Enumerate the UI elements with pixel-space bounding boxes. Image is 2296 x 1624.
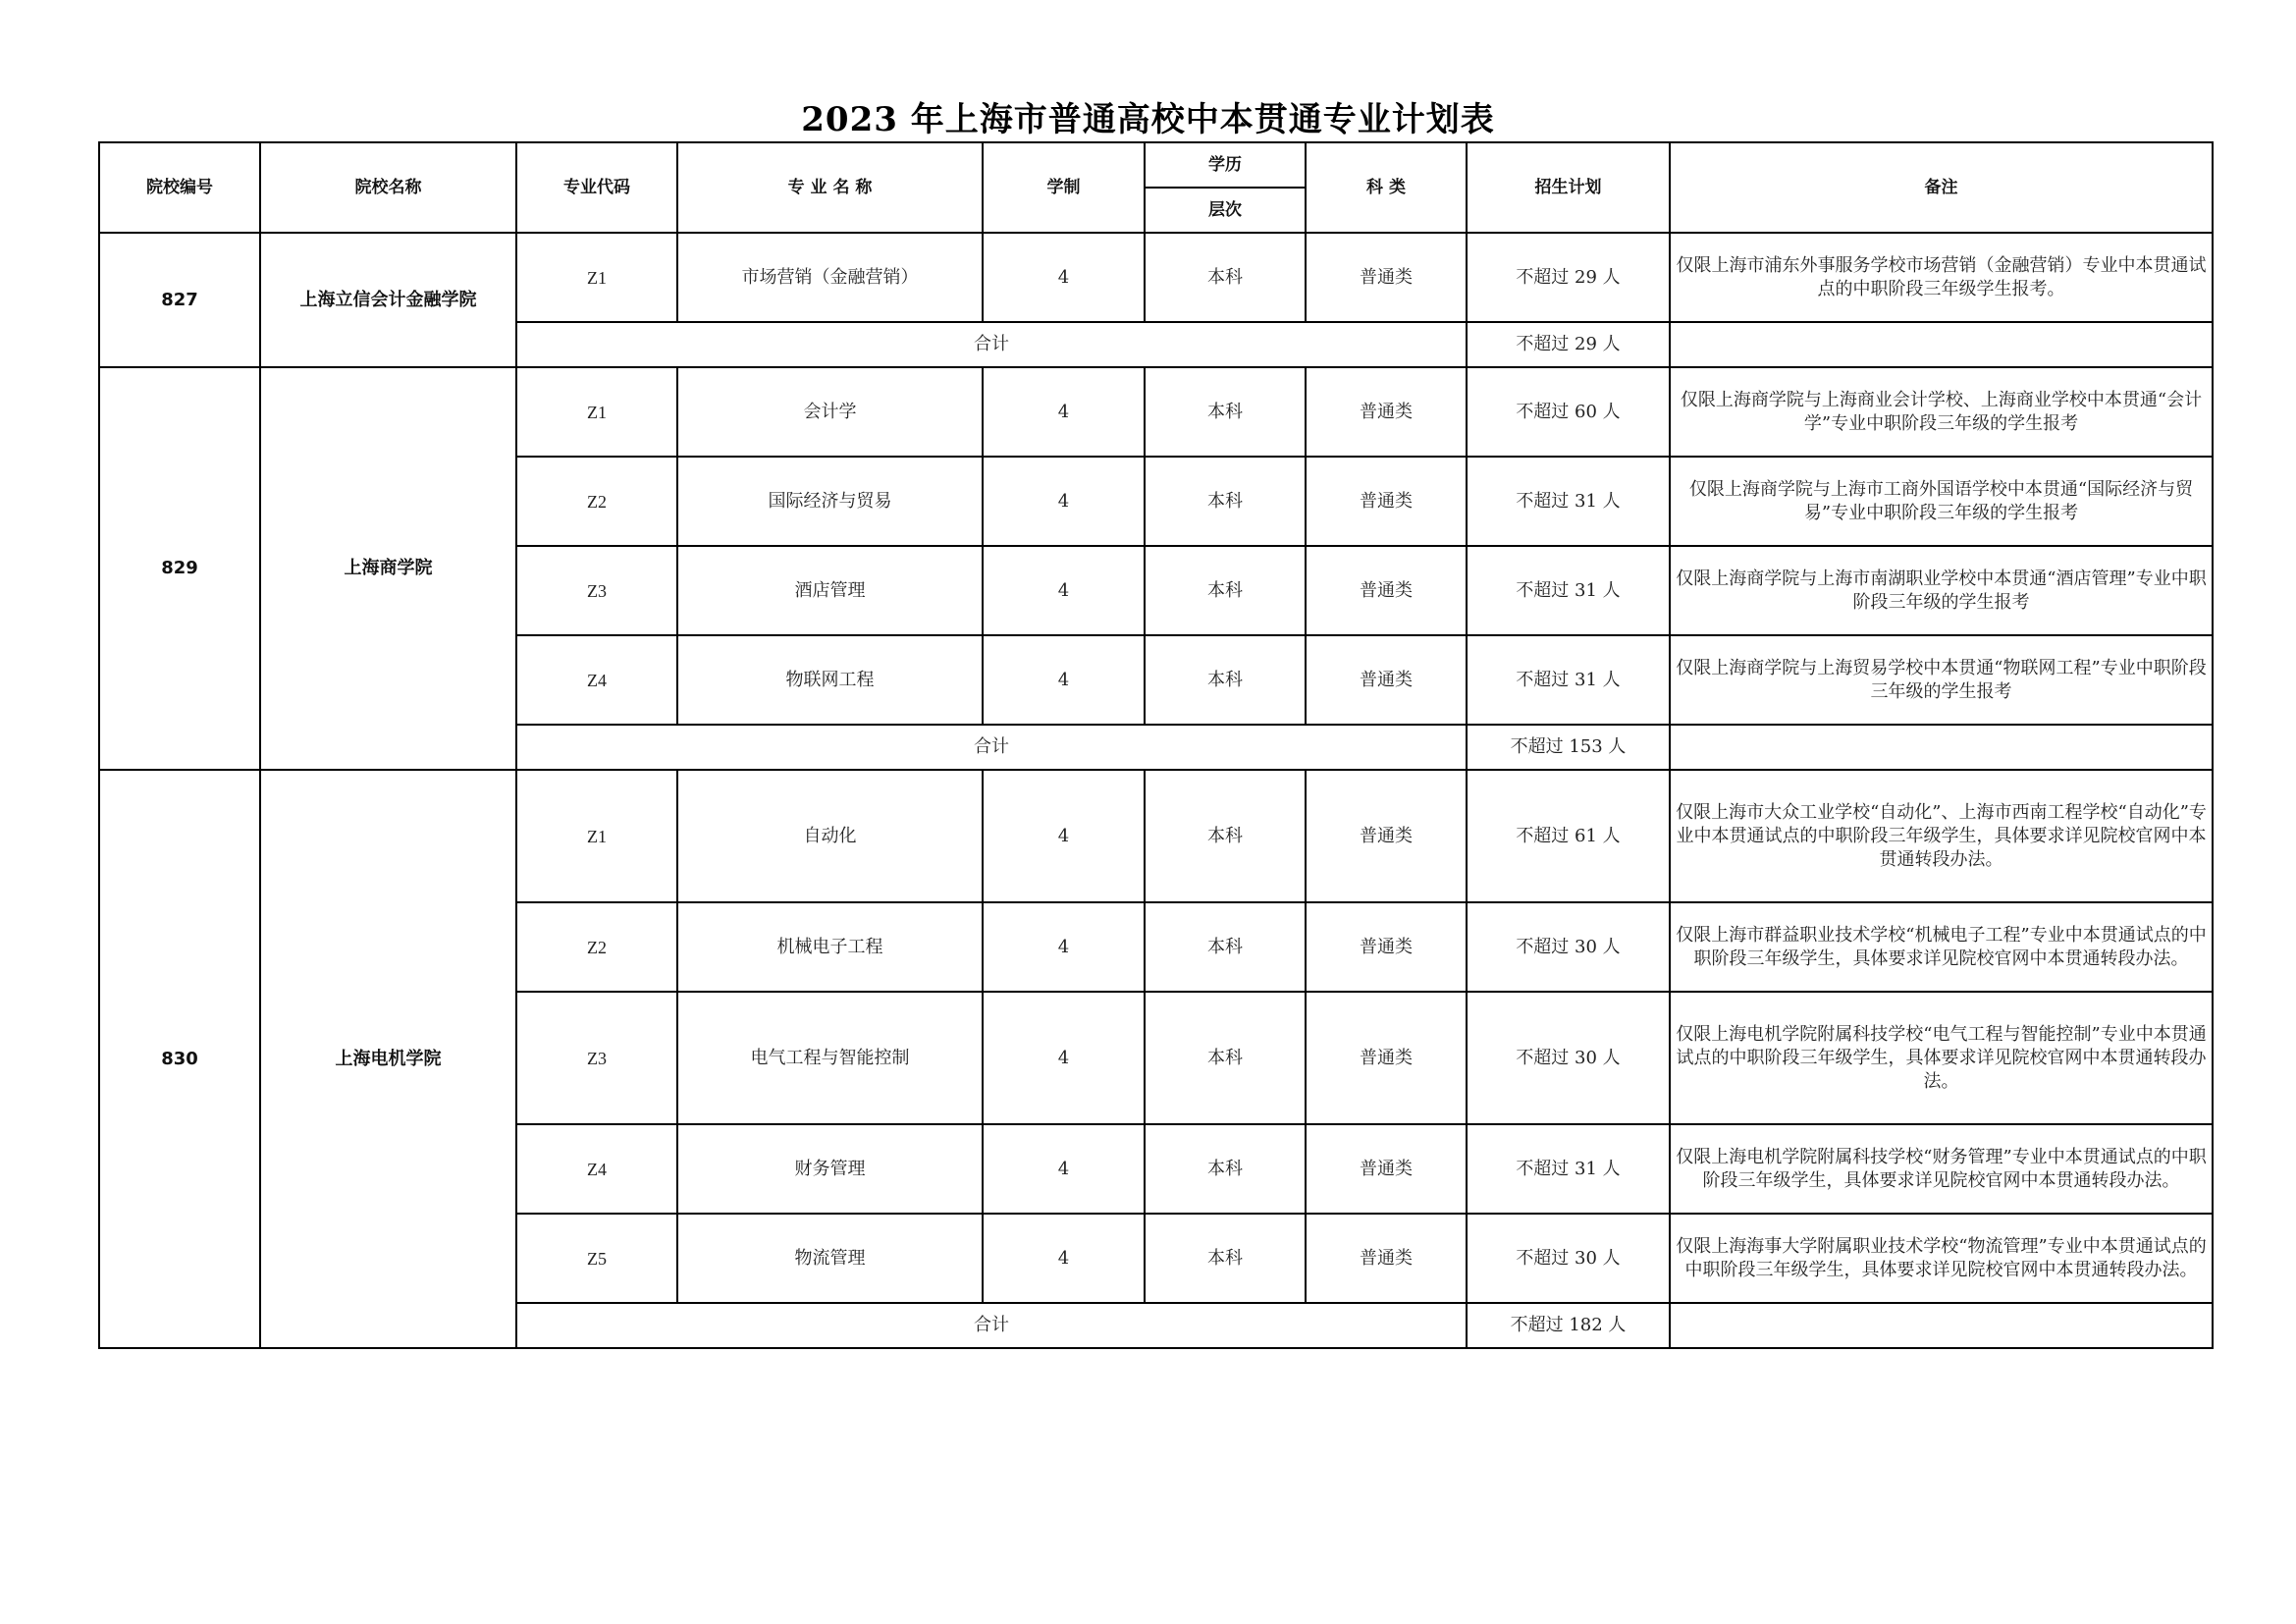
note: 仅限上海电机学院附属科技学校“财务管理”专业中本贯通试点的中职阶段三年级学生，具体要求详见院校官网中本贯通转段办法。 bbox=[1670, 1124, 2213, 1214]
plan: 不超过 31 人 bbox=[1467, 635, 1670, 725]
category: 普通类 bbox=[1306, 457, 1467, 546]
total-label: 合计 bbox=[516, 322, 1467, 367]
category: 普通类 bbox=[1306, 770, 1467, 902]
school-name: 上海商学院 bbox=[260, 367, 516, 770]
level: 本科 bbox=[1145, 457, 1306, 546]
total-note bbox=[1670, 322, 2213, 367]
duration: 4 bbox=[983, 233, 1145, 322]
total-plan: 不超过 153 人 bbox=[1467, 725, 1670, 770]
category: 普通类 bbox=[1306, 635, 1467, 725]
major-name: 物联网工程 bbox=[677, 635, 983, 725]
total-note bbox=[1670, 1303, 2213, 1348]
table-row bbox=[99, 770, 2213, 902]
level: 本科 bbox=[1145, 1214, 1306, 1303]
header-category: 科 类 bbox=[1306, 142, 1467, 233]
school-code: 830 bbox=[99, 770, 260, 1348]
school-name: 上海立信会计金融学院 bbox=[260, 233, 516, 367]
plan: 不超过 30 人 bbox=[1467, 1214, 1670, 1303]
total-note bbox=[1670, 725, 2213, 770]
header-duration: 学制 bbox=[983, 142, 1145, 233]
category: 普通类 bbox=[1306, 233, 1467, 322]
major-code: Z3 bbox=[516, 992, 677, 1124]
header-level-top: 学历 bbox=[1145, 142, 1306, 188]
duration: 4 bbox=[983, 635, 1145, 725]
category: 普通类 bbox=[1306, 992, 1467, 1124]
category: 普通类 bbox=[1306, 546, 1467, 635]
category: 普通类 bbox=[1306, 1214, 1467, 1303]
header-major-code: 专业代码 bbox=[516, 142, 677, 233]
major-name: 国际经济与贸易 bbox=[677, 457, 983, 546]
header-major-name: 专 业 名 称 bbox=[677, 142, 983, 233]
duration: 4 bbox=[983, 546, 1145, 635]
category: 普通类 bbox=[1306, 1124, 1467, 1214]
duration: 4 bbox=[983, 770, 1145, 902]
duration: 4 bbox=[983, 902, 1145, 992]
major-code: Z2 bbox=[516, 457, 677, 546]
major-name: 机械电子工程 bbox=[677, 902, 983, 992]
duration: 4 bbox=[983, 1214, 1145, 1303]
plan: 不超过 31 人 bbox=[1467, 1124, 1670, 1214]
total-plan: 不超过 182 人 bbox=[1467, 1303, 1670, 1348]
enrollment-plan-table bbox=[98, 141, 2214, 1349]
total-plan: 不超过 29 人 bbox=[1467, 322, 1670, 367]
header-note: 备注 bbox=[1670, 142, 2213, 233]
page-title: 2023 年上海市普通高校中本贯通专业计划表 bbox=[801, 100, 1495, 139]
note: 仅限上海海事大学附属职业技术学校“物流管理”专业中本贯通试点的中职阶段三年级学生，具体要求详见院校官网中本贯通转段办法。 bbox=[1670, 1214, 2213, 1303]
level: 本科 bbox=[1145, 1124, 1306, 1214]
duration: 4 bbox=[983, 1124, 1145, 1214]
major-code: Z3 bbox=[516, 546, 677, 635]
level: 本科 bbox=[1145, 902, 1306, 992]
note: 仅限上海电机学院附属科技学校“电气工程与智能控制”专业中本贯通试点的中职阶段三年级学生，具体要求详见院校官网中本贯通转段办法。 bbox=[1670, 992, 2213, 1124]
major-code: Z4 bbox=[516, 635, 677, 725]
major-code: Z2 bbox=[516, 902, 677, 992]
header-school-name: 院校名称 bbox=[260, 142, 516, 233]
header-plan: 招生计划 bbox=[1467, 142, 1670, 233]
level: 本科 bbox=[1145, 546, 1306, 635]
plan: 不超过 61 人 bbox=[1467, 770, 1670, 902]
plan: 不超过 60 人 bbox=[1467, 367, 1670, 457]
level: 本科 bbox=[1145, 770, 1306, 902]
total-label: 合计 bbox=[516, 1303, 1467, 1348]
major-code: Z1 bbox=[516, 770, 677, 902]
table-row bbox=[99, 367, 2213, 457]
duration: 4 bbox=[983, 367, 1145, 457]
plan: 不超过 31 人 bbox=[1467, 546, 1670, 635]
major-name: 财务管理 bbox=[677, 1124, 983, 1214]
category: 普通类 bbox=[1306, 367, 1467, 457]
note: 仅限上海商学院与上海市工商外国语学校中本贯通“国际经济与贸易”专业中职阶段三年级的学生报考 bbox=[1670, 457, 2213, 546]
major-code: Z1 bbox=[516, 233, 677, 322]
note: 仅限上海商学院与上海贸易学校中本贯通“物联网工程”专业中职阶段三年级的学生报考 bbox=[1670, 635, 2213, 725]
major-name: 自动化 bbox=[677, 770, 983, 902]
note: 仅限上海商学院与上海市南湖职业学校中本贯通“酒店管理”专业中职阶段三年级的学生报考 bbox=[1670, 546, 2213, 635]
level: 本科 bbox=[1145, 635, 1306, 725]
plan: 不超过 29 人 bbox=[1467, 233, 1670, 322]
note: 仅限上海商学院与上海商业会计学校、上海商业学校中本贯通“会计学”专业中职阶段三年级的学生报考 bbox=[1670, 367, 2213, 457]
header-level-bottom: 层次 bbox=[1145, 188, 1306, 233]
category: 普通类 bbox=[1306, 902, 1467, 992]
major-name: 物流管理 bbox=[677, 1214, 983, 1303]
table-row bbox=[99, 233, 2213, 322]
note: 仅限上海市浦东外事服务学校市场营销（金融营销）专业中本贯通试点的中职阶段三年级学生报考。 bbox=[1670, 233, 2213, 322]
level: 本科 bbox=[1145, 992, 1306, 1124]
major-name: 会计学 bbox=[677, 367, 983, 457]
total-label: 合计 bbox=[516, 725, 1467, 770]
major-code: Z5 bbox=[516, 1214, 677, 1303]
school-code: 829 bbox=[99, 367, 260, 770]
school-code: 827 bbox=[99, 233, 260, 367]
note: 仅限上海市大众工业学校“自动化”、上海市西南工程学校“自动化”专业中本贯通试点的中职阶段三年级学生，具体要求详见院校官网中本贯通转段办法。 bbox=[1670, 770, 2213, 902]
level: 本科 bbox=[1145, 233, 1306, 322]
major-code: Z4 bbox=[516, 1124, 677, 1214]
header-school-code: 院校编号 bbox=[99, 142, 260, 233]
plan: 不超过 30 人 bbox=[1467, 992, 1670, 1124]
duration: 4 bbox=[983, 992, 1145, 1124]
major-name: 酒店管理 bbox=[677, 546, 983, 635]
plan: 不超过 31 人 bbox=[1467, 457, 1670, 546]
plan: 不超过 30 人 bbox=[1467, 902, 1670, 992]
duration: 4 bbox=[983, 457, 1145, 546]
major-name: 电气工程与智能控制 bbox=[677, 992, 983, 1124]
major-code: Z1 bbox=[516, 367, 677, 457]
school-name: 上海电机学院 bbox=[260, 770, 516, 1348]
level: 本科 bbox=[1145, 367, 1306, 457]
major-name: 市场营销（金融营销） bbox=[677, 233, 983, 322]
note: 仅限上海市群益职业技术学校“机械电子工程”专业中本贯通试点的中职阶段三年级学生，具体要求详见院校官网中本贯通转段办法。 bbox=[1670, 902, 2213, 992]
